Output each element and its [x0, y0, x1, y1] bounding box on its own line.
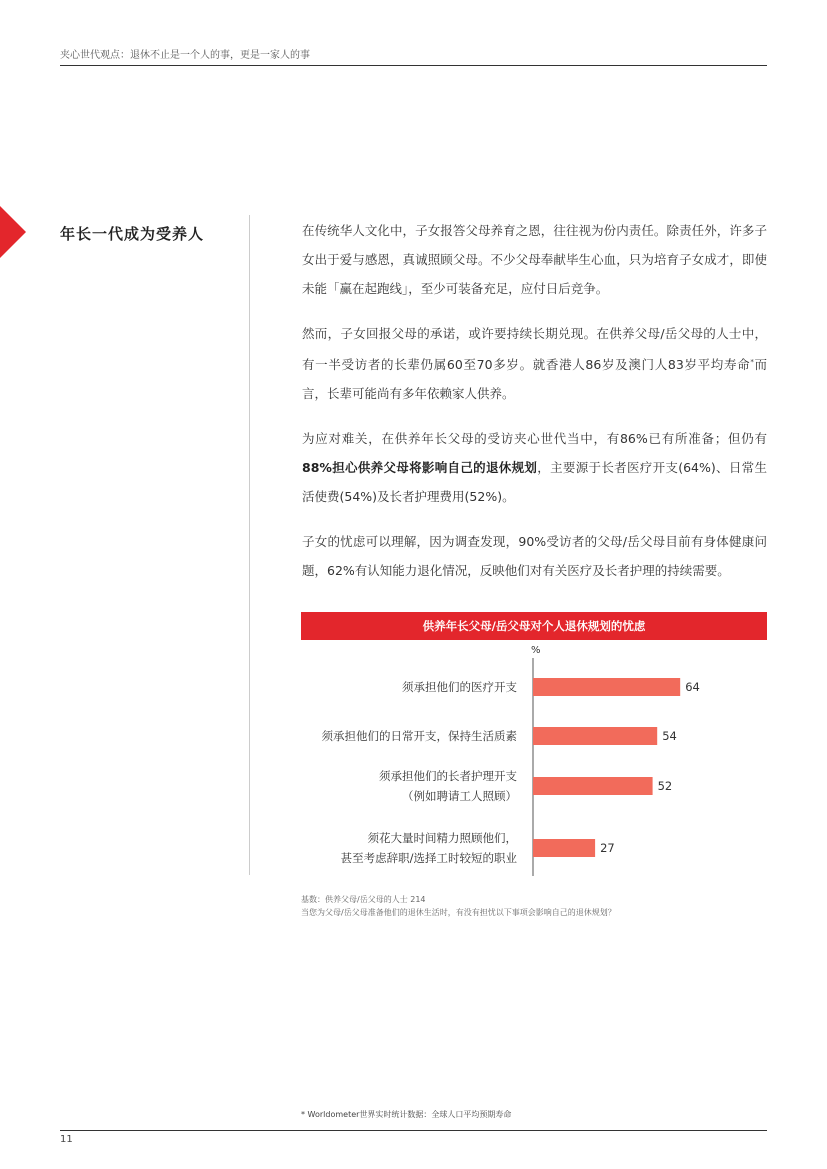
- chart-question-note: 当您为父母/岳父母准备他们的退休生活时，有没有担忧以下事项会影响自己的退休规划？: [301, 908, 616, 917]
- section-marker-triangle: [0, 206, 26, 258]
- paragraph-3: [302, 424, 767, 511]
- paragraph-4: 子女的忧虑可以理解，因为调查发现，90%受访者的父母/岳父母目前有身体健康问题，62%有认知能力退化情况，反映他们对有关医疗及长者护理的持续需要。: [302, 534, 767, 579]
- bar-2: [533, 727, 657, 745]
- category-label-3-line-1: 须承担他们的长者护理开支: [379, 769, 517, 783]
- footer-divider: [60, 1130, 767, 1131]
- chart-base-note: 基数：供养父母/岳父母的人士 214: [301, 895, 426, 904]
- value-label-1: 64: [685, 680, 700, 694]
- value-label-2: 54: [662, 729, 677, 743]
- chart-title: 供养年长父母/岳父母对个人退休规划的忧虑: [301, 612, 767, 640]
- bar-3: [533, 777, 653, 795]
- section-title: 年长一代成为受养人: [60, 225, 205, 243]
- category-label-4-line-2: 甚至考虑辞职/选择工时较短的职业: [340, 851, 517, 865]
- body-text: [302, 216, 767, 601]
- value-label-4: 27: [600, 841, 615, 855]
- bar-4: [533, 839, 595, 857]
- category-label-3-line-2: （例如聘请工人照顾）: [402, 789, 517, 803]
- paragraph-3-text-a: 为应对难关，在供养年长父母的受访夹心世代当中，有86%已有所准备；但仍有: [302, 431, 767, 447]
- value-label-3: 52: [657, 779, 673, 793]
- paragraph-2-text-b: 而言，长辈可能尚有多年依赖家人供养。: [302, 357, 767, 402]
- category-label-1-line-1: 须承担他们的医疗开支: [402, 680, 517, 694]
- footnote: * Worldometer世界实时统计数据：全球人口平均预期寿命: [301, 1110, 512, 1119]
- bar-1: [533, 678, 680, 696]
- footnote-marker: *: [750, 358, 754, 366]
- paragraph-2: [302, 319, 767, 408]
- bar-chart: [301, 658, 767, 880]
- paragraph-3-highlight: 88%担心供养父母将影响自己的退休规划: [302, 460, 538, 476]
- paragraph-2-text-a: 然而，子女回报父母的承诺，或许要持续长期兑现。在供养父母/岳父母的人士中，有一半受访者的长辈仍属60至70多岁。就香港人86岁及澳门人83岁平均寿命: [302, 326, 767, 373]
- page-number: 11: [60, 1134, 73, 1145]
- chart-unit-label: %: [531, 645, 541, 656]
- column-divider: [249, 215, 250, 875]
- running-header: 夹心世代观点：退休不止是一个人的事，更是一家人的事: [60, 46, 767, 66]
- category-label-4-line-1: 须花大量时间精力照顾他们，: [367, 831, 517, 845]
- category-label-2-line-1: 须承担他们的日常开支，保持生活质素: [321, 729, 517, 743]
- paragraph-3-text-b: ，主要源于长者医疗开支(64%)、日常生活使费(54%)及长者护理费用(52%)。: [302, 460, 767, 505]
- chart-notes: [301, 893, 616, 919]
- paragraph-1: 在传统华人文化中，子女报答父母养育之恩，往往视为份内责任。除责任外，许多子女出于爱与感恩，真诚照顾父母。不少父母奉献毕生心血，只为培育子女成才，即使未能「赢在起跑线」，至少可装备充足，应付日后竞争。: [302, 223, 767, 296]
